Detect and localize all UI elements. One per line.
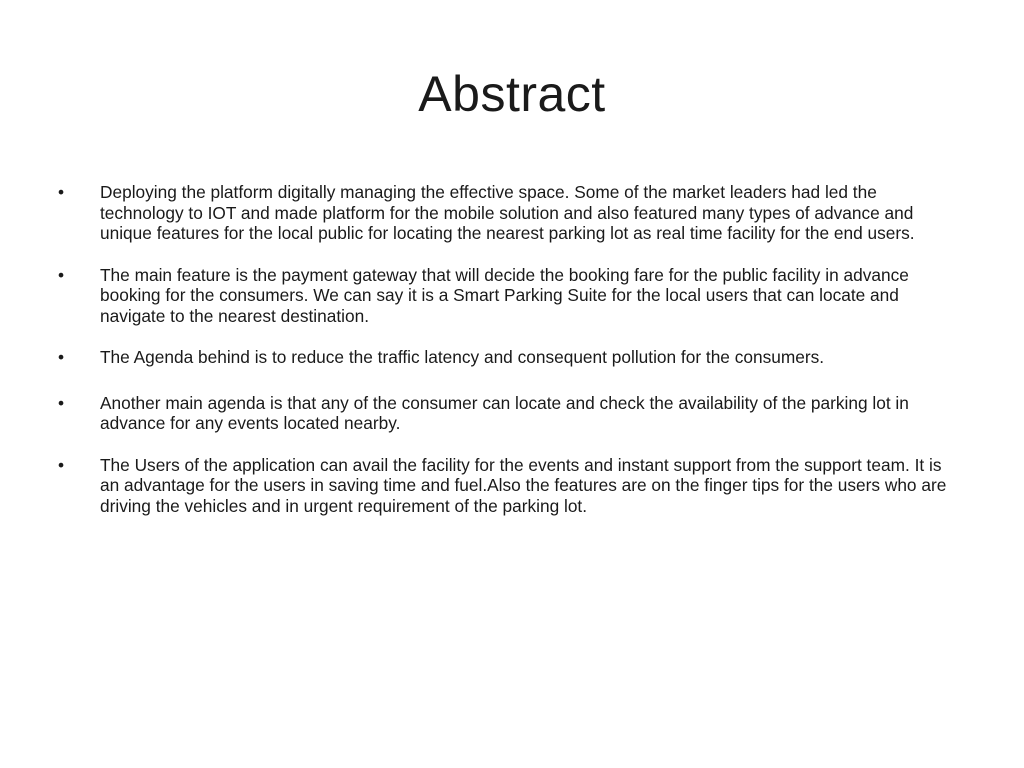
- bullet-item: [58, 393, 958, 434]
- bullet-text: The Users of the application can avail the facility for the events and instant support from the support team. It is an advantage for the users in saving time and fuel.Also the features are on the finger tips for the users who are driving the vehicles and in urgent requirement of the parking lot.: [100, 454, 947, 516]
- bullet-item: [58, 347, 958, 368]
- bullet-dot-icon: •: [58, 392, 65, 413]
- bullet-dot-icon: •: [58, 182, 65, 202]
- bullet-text: The Agenda behind is to reduce the traffic latency and consequent pollution for the consumers.: [100, 347, 825, 367]
- bullet-item: [58, 182, 958, 244]
- bullet-item: [58, 455, 958, 517]
- bullet-dot-icon: •: [58, 264, 65, 285]
- bullet-text: Another main agenda is that any of the consumer can locate and check the availability of the parking lot in advance for any events located nearby.: [100, 392, 909, 433]
- bullet-dot-icon: •: [58, 347, 65, 367]
- bullet-item: [58, 265, 958, 327]
- bullet-dot-icon: •: [58, 454, 65, 475]
- slide-title: Abstract: [418, 66, 606, 122]
- bullet-list: [58, 182, 958, 537]
- bullet-text: Deploying the platform digitally managing the effective space. Some of the market leaders had led the technology to IOT and made platform for the mobile solution and also featured many types of advance and unique features for the local public for locating the nearest parking lot as real time facility for the end users.: [100, 182, 915, 243]
- bullet-text: The main feature is the payment gateway that will decide the booking fare for the public facility in advance booking for the consumers. We can say it is a Smart Parking Suite for the local users that can locate and navigate to the nearest destination.: [100, 264, 909, 326]
